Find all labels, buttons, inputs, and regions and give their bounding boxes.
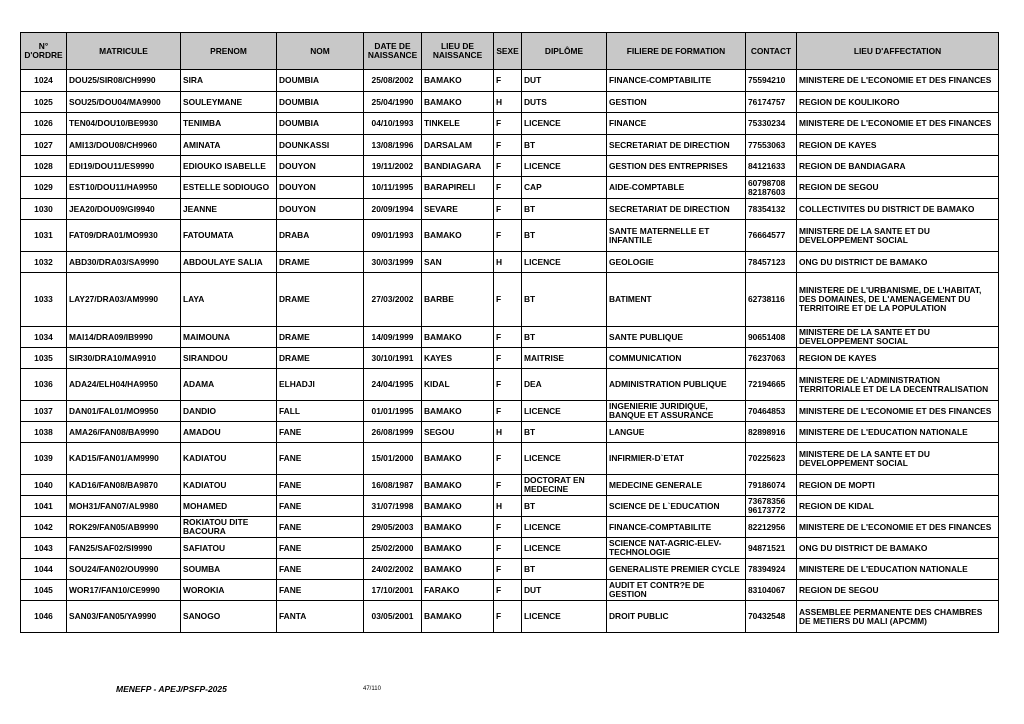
col-header-diplome: DIPLÔME [522,33,607,70]
table-cell: BT [522,327,607,348]
table-cell: 19/11/2002 [364,156,422,177]
table-row [21,559,999,580]
table-cell: FINANCE [607,113,746,135]
table-cell: BARAPIRELI [422,177,494,199]
table-cell: SAFIATOU [181,538,277,559]
table-cell: 27/03/2002 [364,273,422,327]
table-cell: 1032 [21,252,67,273]
table-cell: ONG DU DISTRICT DE BAMAKO [797,252,999,273]
table-row [21,177,999,199]
table-cell: 16/08/1987 [364,475,422,496]
table-cell: 10/11/1995 [364,177,422,199]
table-cell: KAD15/FAN01/AM9990 [67,443,181,475]
table-cell: FINANCE-COMPTABILITE [607,517,746,538]
table-row [21,517,999,538]
table-cell: LAYA [181,273,277,327]
table-row [21,327,999,348]
table-cell: KADIATOU [181,443,277,475]
table-cell: 75594210 [746,70,797,92]
table-cell: COLLECTIVITES DU DISTRICT DE BAMAKO [797,199,999,220]
table-cell: MINISTERE DE LA SANTE ET DU DEVELOPPEMENT SOCIAL [797,443,999,475]
table-cell: ADAMA [181,369,277,401]
table-cell: DOCTORAT EN MEDECINE [522,475,607,496]
table-row [21,538,999,559]
table-cell: SCIENCE NAT-AGRIC-ELEV-TECHNOLOGIE [607,538,746,559]
table-cell: DOUNKASSI [277,135,364,156]
table-cell: MAITRISE [522,348,607,369]
table-cell: SEVARE [422,199,494,220]
table-cell: MINISTERE DE L'ADMINISTRATION TERRITORIALE ET DE LA DECENTRALISATION [797,369,999,401]
col-header-order: N° D'ORDRE [21,33,67,70]
table-cell: LICENCE [522,443,607,475]
table-cell: 1030 [21,199,67,220]
table-cell: EST10/DOU11/HA9950 [67,177,181,199]
table-cell: SANTE PUBLIQUE [607,327,746,348]
table-cell: DRAME [277,252,364,273]
table-cell: 20/09/1994 [364,199,422,220]
table-cell: 1033 [21,273,67,327]
table-row [21,220,999,252]
table-cell: SIRA [181,70,277,92]
table-cell: 1024 [21,70,67,92]
table-cell: GENERALISTE PREMIER CYCLE [607,559,746,580]
table-cell: DROIT PUBLIC [607,601,746,633]
table-cell: INFIRMIER-D`ETAT [607,443,746,475]
table-cell: 60798708 82187603 [746,177,797,199]
table-cell: 1025 [21,92,67,113]
table-cell: 1029 [21,177,67,199]
table-cell: 25/08/2002 [364,70,422,92]
table-cell: DOU25/SIR08/CH9990 [67,70,181,92]
table-cell: 1026 [21,113,67,135]
table-cell: TENIMBA [181,113,277,135]
table-cell: 30/03/1999 [364,252,422,273]
table-cell: F [494,327,522,348]
table-cell: SOU24/FAN02/OU9990 [67,559,181,580]
table-cell: MINISTERE DE L'EDUCATION NATIONALE [797,559,999,580]
col-header-nom: NOM [277,33,364,70]
table-cell: 70225623 [746,443,797,475]
table-row [21,422,999,443]
table-cell: 25/02/2000 [364,538,422,559]
table-cell: 03/05/2001 [364,601,422,633]
table-cell: BAMAKO [422,538,494,559]
table-cell: DRAME [277,348,364,369]
table-cell: LICENCE [522,156,607,177]
table-cell: ROKIATOU DITE BACOURA [181,517,277,538]
table-cell: 01/01/1995 [364,401,422,422]
table-row [21,348,999,369]
table-cell: FANE [277,538,364,559]
table-cell: 1039 [21,443,67,475]
table-cell: ADMINISTRATION PUBLIQUE [607,369,746,401]
table-cell: F [494,177,522,199]
table-cell: 1046 [21,601,67,633]
col-header-matricule: MATRICULE [67,33,181,70]
col-header-contact: CONTACT [746,33,797,70]
table-row [21,113,999,135]
table-cell: KAD16/FAN08/BA9870 [67,475,181,496]
table-cell: FANE [277,496,364,517]
table-cell: MINISTERE DE L'URBANISME, DE L'HABITAT, DES DOMAINES, DE L'AMENAGEMENT DU TERRITOIRE ET DE LA POPULATION [797,273,999,327]
table-cell: 75330234 [746,113,797,135]
table-cell: 24/02/2002 [364,559,422,580]
table-cell: TEN04/DOU10/BE9930 [67,113,181,135]
table-cell: BAMAKO [422,327,494,348]
table-cell: F [494,559,522,580]
table-cell: LICENCE [522,601,607,633]
table-cell: 78457123 [746,252,797,273]
table-cell: DOUMBIA [277,113,364,135]
table-cell: F [494,538,522,559]
table-cell: 26/08/1999 [364,422,422,443]
table-cell: BAMAKO [422,92,494,113]
table-cell: SOUMBA [181,559,277,580]
table-cell: LICENCE [522,252,607,273]
table-cell: LAY27/DRA03/AM9990 [67,273,181,327]
table-cell: F [494,220,522,252]
table-cell: JEANNE [181,199,277,220]
table-cell: F [494,199,522,220]
table-row [21,580,999,601]
table-cell: 09/01/1993 [364,220,422,252]
footer-label: MENEFP - APEJ/PSFP-2025 [116,684,227,694]
table-cell: BANDIAGARA [422,156,494,177]
table-cell: JEA20/DOU09/GI9940 [67,199,181,220]
table-cell: LANGUE [607,422,746,443]
table-cell: MINISTERE DE L'ECONOMIE ET DES FINANCES [797,517,999,538]
table-row [21,273,999,327]
table-cell: 24/04/1995 [364,369,422,401]
table-cell: AMI13/DOU08/CH9960 [67,135,181,156]
table-cell: SOU25/DOU04/MA9900 [67,92,181,113]
table-cell: BAMAKO [422,601,494,633]
table-cell: SEGOU [422,422,494,443]
table-row [21,135,999,156]
table-cell: BAMAKO [422,559,494,580]
table-cell: 82898916 [746,422,797,443]
table-cell: FANE [277,475,364,496]
table-cell: DARSALAM [422,135,494,156]
table-cell: REGION DE KAYES [797,135,999,156]
table-cell: TINKELE [422,113,494,135]
table-cell: 70464853 [746,401,797,422]
table-cell: 73678356 96173772 [746,496,797,517]
page-number: 47/110 [363,686,381,692]
table-cell: H [494,422,522,443]
table-cell: 1043 [21,538,67,559]
table-cell: SAN [422,252,494,273]
table-cell: F [494,601,522,633]
table-cell: DRAME [277,327,364,348]
table-cell: F [494,580,522,601]
table-cell: 77553063 [746,135,797,156]
table-cell: EDIOUKO ISABELLE [181,156,277,177]
table-cell: LICENCE [522,113,607,135]
table-cell: 17/10/2001 [364,580,422,601]
table-cell: 90651408 [746,327,797,348]
table-cell: 1044 [21,559,67,580]
table-cell: WOR17/FAN10/CE9990 [67,580,181,601]
table-cell: BT [522,422,607,443]
table-cell: BAMAKO [422,475,494,496]
table-cell: KADIATOU [181,475,277,496]
table-cell: REGION DE KOULIKORO [797,92,999,113]
table-cell: 84121633 [746,156,797,177]
table-cell: H [494,496,522,517]
table-cell: 1031 [21,220,67,252]
table-row [21,252,999,273]
table-cell: 1028 [21,156,67,177]
table-cell: MOHAMED [181,496,277,517]
col-header-birthdate: DATE DE NAISSANCE [364,33,422,70]
table-cell: F [494,348,522,369]
table-cell: 25/04/1990 [364,92,422,113]
table-cell: 1035 [21,348,67,369]
table-cell: DOUMBIA [277,92,364,113]
table-cell: BT [522,496,607,517]
table-cell: ASSEMBLEE PERMANENTE DES CHAMBRES DE METIERS DU MALI (APCMM) [797,601,999,633]
table-row [21,369,999,401]
table-cell: F [494,443,522,475]
table-cell: BAMAKO [422,220,494,252]
table-cell: AMINATA [181,135,277,156]
table-cell: F [494,517,522,538]
table-cell: 1038 [21,422,67,443]
table-cell: F [494,475,522,496]
table-cell: 83104067 [746,580,797,601]
table-cell: F [494,369,522,401]
table-cell: F [494,401,522,422]
table-cell: MAI14/DRA09/IB9990 [67,327,181,348]
table-cell: FANE [277,580,364,601]
table-cell: FARAKO [422,580,494,601]
table-cell: LICENCE [522,401,607,422]
table-cell: DRABA [277,220,364,252]
col-header-birthplace: LIEU DE NAISSANCE [422,33,494,70]
table-cell: WOROKIA [181,580,277,601]
table-cell: MEDECINE GENERALE [607,475,746,496]
table-cell: 1041 [21,496,67,517]
col-header-filiere: FILIERE DE FORMATION [607,33,746,70]
table-cell: SECRETARIAT DE DIRECTION [607,199,746,220]
col-header-sexe: SEXE [494,33,522,70]
table-row [21,443,999,475]
table-cell: AUDIT ET CONTR?E DE GESTION [607,580,746,601]
table-cell: BT [522,273,607,327]
table-cell: 79186074 [746,475,797,496]
table-cell: 78394924 [746,559,797,580]
table-cell: SAN03/FAN05/YA9990 [67,601,181,633]
table-cell: KAYES [422,348,494,369]
table-cell: ESTELLE SODIOUGO [181,177,277,199]
table-cell: MOH31/FAN07/AL9980 [67,496,181,517]
table-cell: ROK29/FAN05/AB9990 [67,517,181,538]
table-cell: REGION DE SEGOU [797,580,999,601]
table-cell: MINISTERE DE L'ECONOMIE ET DES FINANCES [797,113,999,135]
table-cell: 1036 [21,369,67,401]
table-cell: FINANCE-COMPTABILITE [607,70,746,92]
table-cell: LICENCE [522,517,607,538]
table-cell: DOUYON [277,199,364,220]
table-cell: ADA24/ELH04/HA9950 [67,369,181,401]
table-cell: 1027 [21,135,67,156]
table-cell: 30/10/1991 [364,348,422,369]
table-cell: FAT09/DRA01/MO9930 [67,220,181,252]
table-cell: 76664577 [746,220,797,252]
table-cell: REGION DE KAYES [797,348,999,369]
table-cell: 1040 [21,475,67,496]
table-cell: ABD30/DRA03/SA9990 [67,252,181,273]
table-cell: H [494,92,522,113]
table-cell: REGION DE MOPTI [797,475,999,496]
table-row [21,92,999,113]
table-cell: DUT [522,580,607,601]
table-row [21,199,999,220]
table-cell: 62738116 [746,273,797,327]
table-cell: BAMAKO [422,443,494,475]
table-cell: FANE [277,422,364,443]
table-cell: DOUYON [277,156,364,177]
table-cell: BT [522,220,607,252]
table-cell: MINISTERE DE LA SANTE ET DU DEVELOPPEMENT SOCIAL [797,327,999,348]
table-cell: 15/01/2000 [364,443,422,475]
table-cell: FATOUMATA [181,220,277,252]
table-cell: 29/05/2003 [364,517,422,538]
table-cell: FAN25/SAF02/SI9990 [67,538,181,559]
table-row [21,475,999,496]
table-cell: DUTS [522,92,607,113]
table-row [21,496,999,517]
table-cell: F [494,156,522,177]
table-row [21,601,999,633]
table-row [21,70,999,92]
header-row [21,33,999,70]
table-cell: REGION DE BANDIAGARA [797,156,999,177]
table-row [21,401,999,422]
assignment-table [20,32,999,633]
table-cell: COMMUNICATION [607,348,746,369]
table-cell: DUT [522,70,607,92]
table-cell: SCIENCE DE L`EDUCATION [607,496,746,517]
table-cell: F [494,135,522,156]
table-cell: SIRANDOU [181,348,277,369]
table-cell: GEOLOGIE [607,252,746,273]
table-cell: AMA26/FAN08/BA9990 [67,422,181,443]
table-cell: F [494,70,522,92]
table-cell: 1042 [21,517,67,538]
table-cell: DRAME [277,273,364,327]
table-cell: F [494,273,522,327]
table-cell: 94871521 [746,538,797,559]
table-cell: DANDIO [181,401,277,422]
table-cell: MINISTERE DE LA SANTE ET DU DEVELOPPEMENT SOCIAL [797,220,999,252]
table-cell: ABDOULAYE SALIA [181,252,277,273]
table-cell: 70432548 [746,601,797,633]
table-cell: FANTA [277,601,364,633]
table-cell: 82212956 [746,517,797,538]
table-cell: MINISTERE DE L'EDUCATION NATIONALE [797,422,999,443]
table-cell: BAMAKO [422,70,494,92]
table-cell: BAMAKO [422,517,494,538]
table-cell: 04/10/1993 [364,113,422,135]
table-cell: BT [522,199,607,220]
col-header-prenom: PRENOM [181,33,277,70]
table-cell: EDI19/DOU11/ES9990 [67,156,181,177]
table-cell: DOUYON [277,177,364,199]
table-cell: FANE [277,443,364,475]
table-cell: SIR30/DRA10/MA9910 [67,348,181,369]
table-cell: DOUMBIA [277,70,364,92]
table-cell: BT [522,135,607,156]
table-cell: CAP [522,177,607,199]
table-cell: FANE [277,559,364,580]
table-cell: BAMAKO [422,401,494,422]
table-cell: BAMAKO [422,496,494,517]
table-cell: 72194665 [746,369,797,401]
table-cell: 78354132 [746,199,797,220]
table-cell: SANTE MATERNELLE ET INFANTILE [607,220,746,252]
col-header-affectation: LIEU D'AFFECTATION [797,33,999,70]
table-cell: DAN01/FAL01/MO9950 [67,401,181,422]
table-cell: BATIMENT [607,273,746,327]
table-cell: 76174757 [746,92,797,113]
table-cell: GESTION [607,92,746,113]
table-cell: AMADOU [181,422,277,443]
table-cell: FANE [277,517,364,538]
table-row [21,156,999,177]
table-cell: BT [522,559,607,580]
table-cell: 31/07/1998 [364,496,422,517]
table-cell: FALL [277,401,364,422]
table-cell: INGENIERIE JURIDIQUE, BANQUE ET ASSURANCE [607,401,746,422]
table-cell: GESTION DES ENTREPRISES [607,156,746,177]
table-cell: DEA [522,369,607,401]
table-cell: MINISTERE DE L'ECONOMIE ET DES FINANCES [797,401,999,422]
table-cell: ELHADJI [277,369,364,401]
table-cell: SECRETARIAT DE DIRECTION [607,135,746,156]
table-cell: 1034 [21,327,67,348]
table-cell: LICENCE [522,538,607,559]
table-cell: AIDE-COMPTABLE [607,177,746,199]
table-cell: 76237063 [746,348,797,369]
table-cell: 1045 [21,580,67,601]
table-cell: 13/08/1996 [364,135,422,156]
table-cell: BARBE [422,273,494,327]
table-cell: KIDAL [422,369,494,401]
table-cell: MINISTERE DE L'ECONOMIE ET DES FINANCES [797,70,999,92]
table-cell: SANOGO [181,601,277,633]
table-cell: REGION DE SEGOU [797,177,999,199]
table-cell: REGION DE KIDAL [797,496,999,517]
table-cell: ONG DU DISTRICT DE BAMAKO [797,538,999,559]
table-cell: MAIMOUNA [181,327,277,348]
table-cell: 1037 [21,401,67,422]
table-cell: F [494,113,522,135]
table-cell: H [494,252,522,273]
table-cell: SOULEYMANE [181,92,277,113]
table-cell: 14/09/1999 [364,327,422,348]
